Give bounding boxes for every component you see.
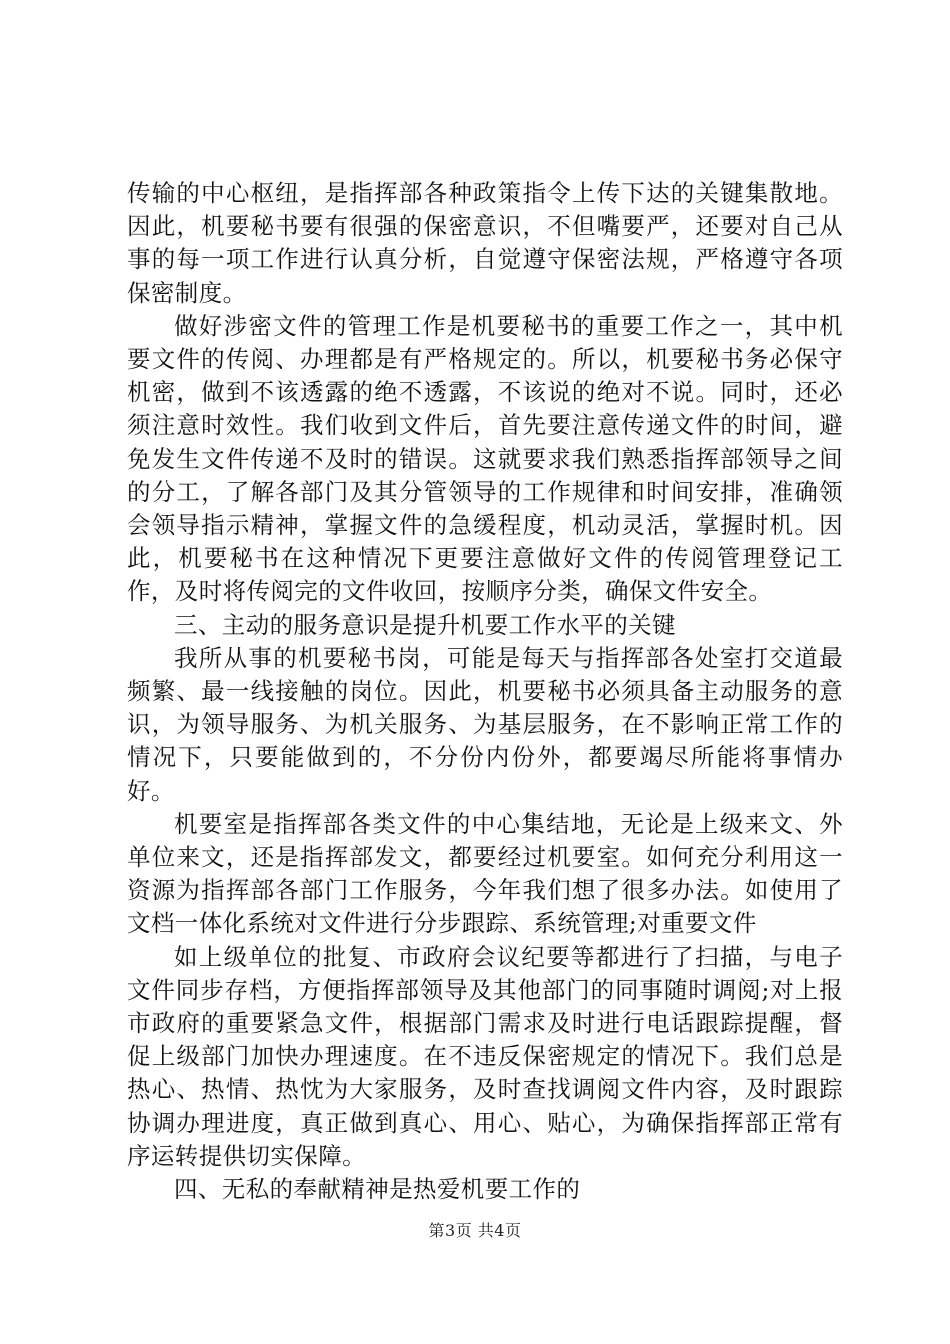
document-body	[127, 177, 843, 1206]
section-heading-3: 三、主动的服务意识是提升机要工作水平的关键	[174, 610, 676, 639]
section-heading-4: 四、无私的奉献精神是热爱机要工作的	[174, 1175, 581, 1204]
paragraph-5: 机要室是指挥部各类文件的中心集结地，无论是上级来文、外单位来文，还是指挥部发文，都要经过机要室。如何充分利用这一资源为指挥部各部门工作服务，今年我们想了很多办法。如使用了文档一体化系统对文件进行分步跟踪、系统管理;对重要文件	[127, 809, 843, 938]
paragraph-4: 我所从事的机要秘书岗，可能是每天与指挥部各处室打交道最频繁、最一线接触的岗位。因此，机要秘书必须具备主动服务的意识，为领导服务、为机关服务、为基层服务，在不影响正常工作的情况下，只要能做到的，不分份内份外，都要竭尽所能将事情办好。	[127, 643, 843, 805]
paragraph-6: 如上级单位的批复、市政府会议纪要等都进行了扫描，与电子文件同步存档，方便指挥部领导及其他部门的同事随时调阅;对上报市政府的重要紧急文件，根据部门需求及时进行电话跟踪提醒，督促上级部门加快办理速度。在不违反保密规定的情况下。我们总是热心、热情、热忱为大家服务，及时查找调阅文件内容，及时跟踪协调办理进度，真正做到真心、用心、贴心，为确保指挥部正常有序运转提供切实保障。	[127, 942, 843, 1170]
page-number-footer: 第3页 共4页	[428, 1221, 522, 1240]
paragraph-2: 做好涉密文件的管理工作是机要秘书的重要工作之一，其中机要文件的传阅、办理都是有严格规定的。所以，机要秘书务必保守机密，做到不该透露的绝不透露，不该说的绝对不说。同时，还必须注意时效性。我们收到文件后，首先要注意传递文件的时间，避免发生文件传递不及时的错误。这就要求我们熟悉指挥部领导之间的分工，了解各部门及其分管领导的工作规律和时间安排，准确领会领导指示精神，掌握文件的急缓程度，机动灵活，掌握时机。因此，机要秘书在这种情况下更要注意做好文件的传阅管理登记工作，及时将传阅完的文件收回，按顺序分类，确保文件安全。	[127, 311, 843, 606]
paragraph-1: 传输的中心枢纽，是指挥部各种政策指令上传下达的关键集散地。因此，机要秘书要有很强的保密意识，不但嘴要严，还要对自己从事的每一项工作进行认真分析，自觉遵守保密法规，严格遵守各项保密制度。	[127, 179, 843, 307]
